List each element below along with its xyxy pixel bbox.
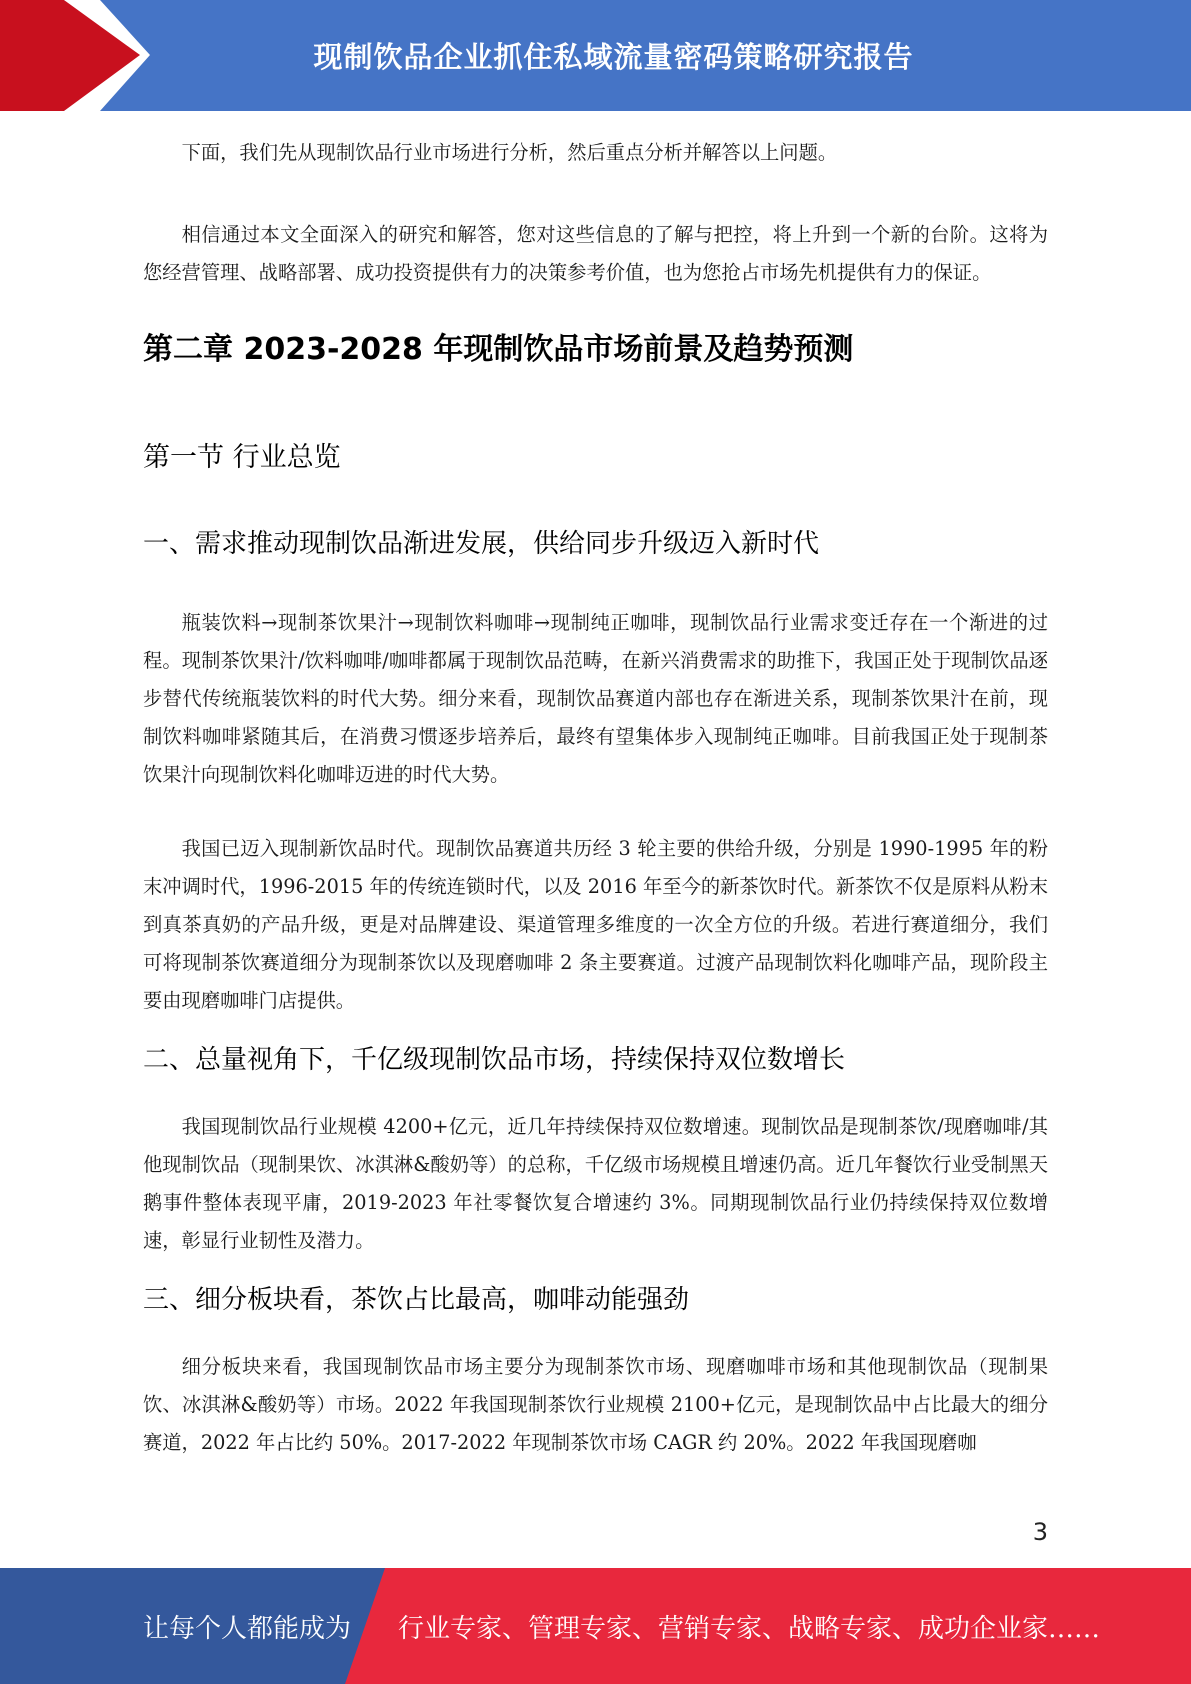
section-title: 第一节 行业总览 [143,442,341,473]
subsection-2-paragraph-1: 我国现制饮品行业规模 4200+亿元，近几年持续保持双位数增速。现制饮品是现制茶饮/现磨咖啡/其他现制饮品（现制果饮、冰淇淋&酸奶等）的总称，千亿级市场规模且增速仍高。近几年餐饮行业受制黑天鹅事件整体表现平庸，2019-2023 年社零餐饮复合增速约 3%。同期现制饮品行业仍持续保持双位数增速，彰显行业韧性及潜力。 [143,1115,1048,1252]
document-body [143,134,1048,1462]
subsection-title-3: 三、细分板块看，茶饮占比最高，咖啡动能强劲 [143,1285,690,1315]
intro-paragraph-1: 下面，我们先从现制饮品行业市场进行分析，然后重点分析并解答以上问题。 [181,141,838,164]
page-footer [0,1568,1191,1684]
subsection-1-paragraph-1: 瓶装饮料→现制茶饮果汁→现制饮料咖啡→现制纯正咖啡，现制饮品行业需求变迁存在一个渐进的过程。现制茶饮果汁/饮料咖啡/咖啡都属于现制饮品范畴，在新兴消费需求的助推下，我国正处于现制饮品逐步替代传统瓶装饮料的时代大势。细分来看，现制饮品赛道内部也存在渐进关系，现制茶饮果汁在前，现制饮料咖啡紧随其后，在消费习惯逐步培养后，最终有望集体步入现制纯正咖啡。目前我国正处于现制茶饮果汁向现制饮料化咖啡迈进的时代大势。 [143,611,1048,786]
chapter-title: 第二章 2023-2028 年现制饮品市场前景及趋势预测 [143,332,854,367]
subsection-title-2: 二、总量视角下，千亿级现制饮品市场，持续保持双位数增长 [143,1045,846,1075]
intro-paragraph-2: 相信通过本文全面深入的研究和解答，您对这些信息的了解与把控，将上升到一个新的台阶。这将为您经营管理、战略部署、成功投资提供有力的决策参考价值，也为您抢占市场先机提供有力的保证。 [143,223,1048,284]
subsection-title-1: 一、需求推动现制饮品渐进发展，供给同步升级迈入新时代 [143,529,820,559]
page-header [0,0,1191,111]
subsection-3-paragraph-1: 细分板块来看，我国现制饮品市场主要分为现制茶饮市场、现磨咖啡市场和其他现制饮品（现制果饮、冰淇淋&酸奶等）市场。2022 年我国现制茶饮行业规模 2100+亿元，是现制饮品中占比最大的细分赛道，2022 年占比约 50%。2017-2022 年现制茶饮市场 CAGR 约 20%。2022 年我国现磨咖 [143,1355,1048,1454]
footer-slogan-left: 让每个人都能成为 [143,1613,352,1644]
report-title: 现制饮品企业抓住私域流量密码策略研究报告 [313,40,914,74]
page-number: 3 [1032,1518,1048,1546]
footer-slogan-right: 行业专家、管理专家、营销专家、战略专家、成功企业家…… [398,1613,1101,1644]
subsection-1-paragraph-2: 我国已迈入现制新饮品时代。现制饮品赛道共历经 3 轮主要的供给升级，分别是 1990-1995 年的粉末冲调时代，1996-2015 年的传统连锁时代，以及 2016 年至今的新茶饮时代。新茶饮不仅是原料从粉末到真茶真奶的产品升级，更是对品牌建设、渠道管理多维度的一次全方位的升级。若进行赛道细分，我们可将现制茶饮赛道细分为现制茶饮以及现磨咖啡 2 条主要赛道。过渡产品现制饮料化咖啡产品，现阶段主要由现磨咖啡门店提供。 [143,837,1048,1012]
